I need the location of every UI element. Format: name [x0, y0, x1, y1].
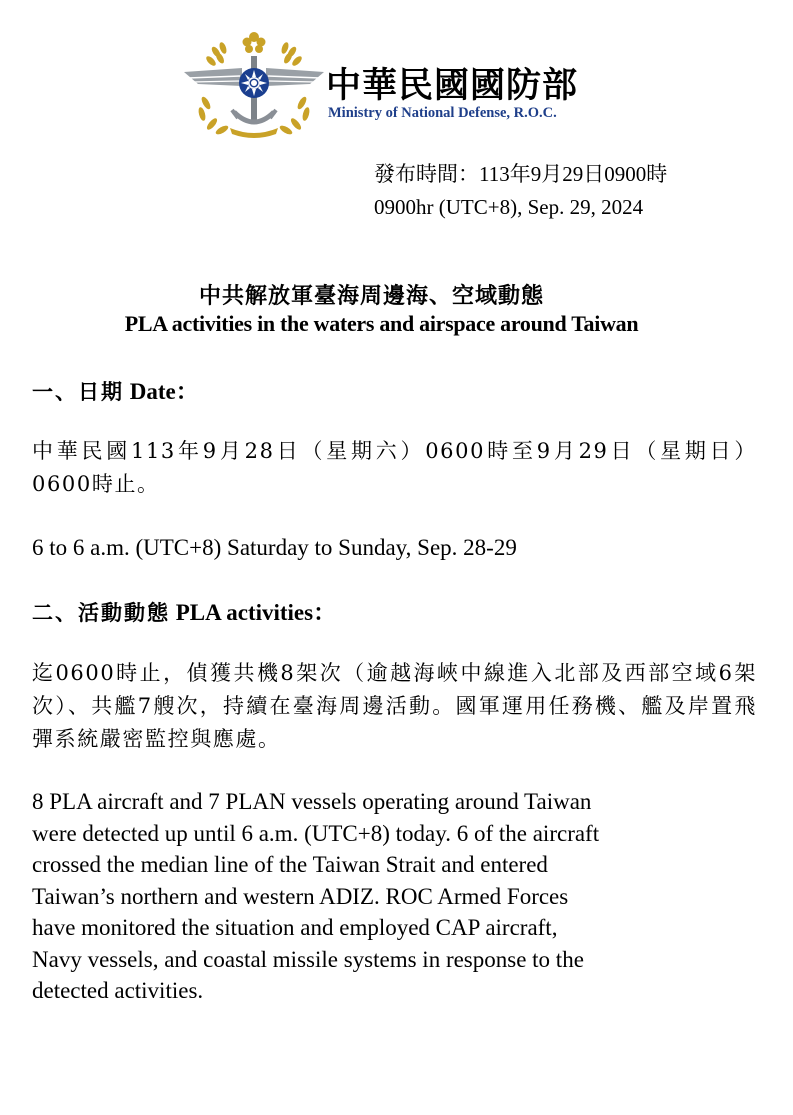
ministry-emblem-icon: [180, 28, 330, 143]
section-date-heading: [32, 373, 199, 406]
body-en-line: Navy vessels, and coastal missile systems in response to the: [32, 946, 584, 972]
body-en-line: have monitored the situation and employed CAP aircraft,: [32, 915, 558, 940]
section-date-body-en: 6 to 6 a.m. (UTC+8) Saturday to Sunday, Sep. 28-29: [32, 535, 517, 560]
body-en-line: 8 PLA aircraft and 7 PLAN vessels operating around Taiwan: [32, 789, 592, 814]
org-name-en: Ministry of National Defense, R.O.C.: [328, 105, 557, 121]
section-date-heading-zh: 一、日期: [32, 379, 124, 404]
org-name-zh: 中華民國國防部: [326, 66, 579, 106]
section-activities-heading-en: PLA activities：: [175, 600, 337, 625]
section-date-heading-en: Date：: [129, 379, 199, 404]
document-title-en: PLA activities in the waters and airspace around Taiwan: [124, 311, 639, 336]
body-en-line: Taiwan’s northern and western ADIZ. ROC Armed Forces: [32, 883, 569, 909]
section-activities-body-zh: 迄0600時止，偵獲共機8架次（逾越海峽中線進入北部及西部空域6架次）、共艦7艘次，持續在臺海周邊活動。國軍運用任務機、艦及岸置飛彈系統嚴密監控與應處。: [32, 661, 757, 751]
document-header: [180, 28, 640, 143]
section-activities-body-en: [32, 786, 754, 1007]
section-activities-heading: [32, 594, 336, 627]
release-time-en: 0900hr (UTC+8), Sep. 29, 2024: [374, 195, 644, 219]
body-en-line: detected activities.: [32, 978, 204, 1003]
section-date-body-zh: 中華民國113年9月28日（星期六）0600時至9月29日（星期日）0600時止。: [32, 439, 757, 496]
release-time-zh: 發布時間：113年9月29日0900時: [374, 162, 668, 186]
release-time-block: [374, 158, 667, 224]
body-en-line: were detected up until 6 a.m. (UTC+8) today. 6 of the aircraft: [32, 820, 600, 846]
body-en-line: crossed the median line of the Taiwan Strait and entered: [32, 852, 548, 877]
document-title-zh: 中共解放軍臺海周邊海、空域動態: [198, 283, 544, 309]
section-activities-heading-zh: 二、活動動態: [32, 600, 170, 625]
